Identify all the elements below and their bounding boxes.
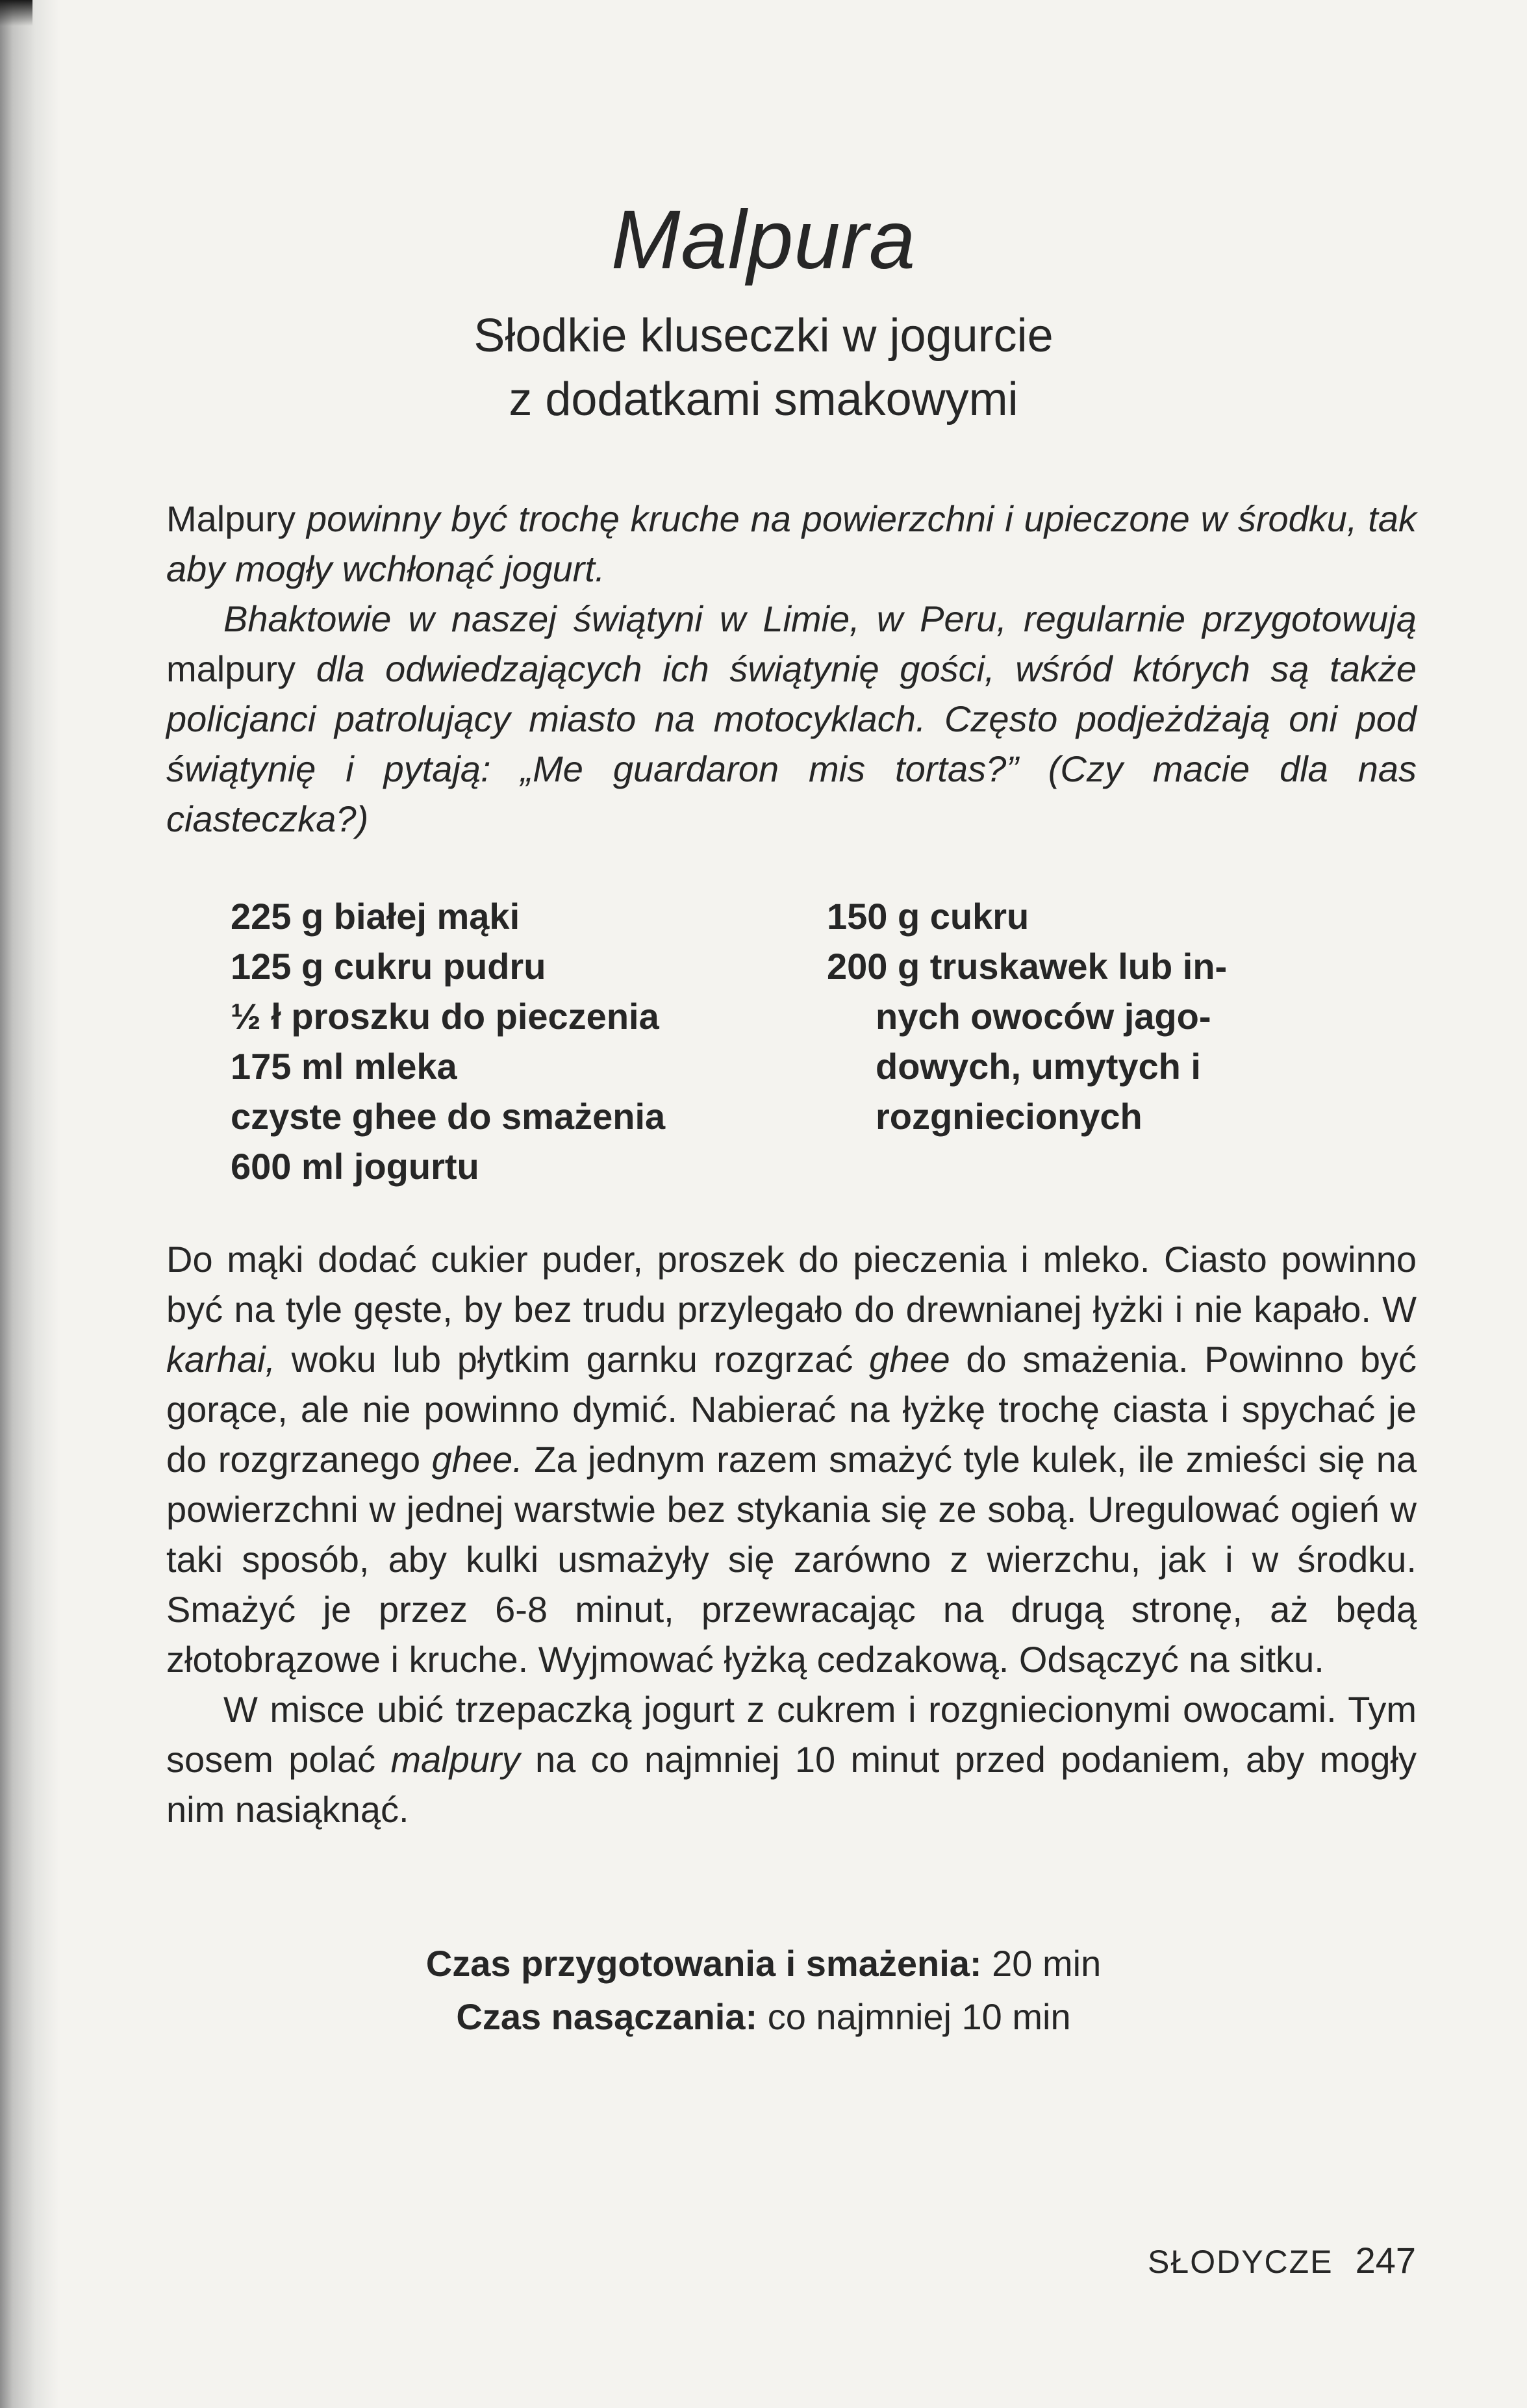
intro-text-1: powinny być trochę kruche na powierzchni i upieczone w środku, tak aby mogły wchłonąć jogurt. [166, 498, 1417, 589]
intro-word-malpury: Malpury [166, 498, 296, 539]
method-text: woku lub płytkim garnku rozgrzać [275, 1339, 870, 1380]
method-term-karhai: karhai, [166, 1339, 276, 1380]
method-paragraph-1 [166, 1234, 1417, 1684]
intro-paragraph-1 [166, 494, 1417, 594]
intro-text-2a: Bhaktowie w naszej świątyni w Limie, w Peru, regularnie przygotowują [223, 598, 1417, 639]
method-text: Za jednym razem smażyć tyle kulek, ile zmieści się na powierzchni w jednej warstwie bez stykania się ze sobą. Uregulować ogień w taki sposób, aby kulki usmażyły się zarówno z wierzchu, jak i w środku. Smażyć je przez 6-8 minut, przewracając na drugą stronę, aż będą złotobrązowe i kruche. Wyjmować łyżką cedzakową. Odsączyć na sitku. [166, 1439, 1417, 1680]
prep-time [0, 1937, 1527, 1990]
intro-text-2c: dla odwiedzających ich świątynię gości, wśród których są także policjanci patrolujący miasto na motocyklach. Często podjeżdżają oni pod świątynię i pytają: „Me guardaron mis tortas?” (Czy macie dla nas ciasteczka?) [166, 648, 1417, 839]
recipe-times [0, 1937, 1527, 2044]
section-name: SŁODYCZE [1148, 2244, 1333, 2280]
method-term-ghee: ghee. [431, 1439, 523, 1480]
intro-word-malpury-2: malpury [166, 648, 296, 689]
ingredient-item: czyste ghee do smażenia [231, 1096, 666, 1137]
ingredient-item: 225 g białej mąki [231, 896, 520, 937]
ingredient-item-continuation: nych owoców jago- [876, 996, 1211, 1037]
ingredient-item: ½ ł proszku do pieczenia [231, 996, 659, 1037]
page-number: 247 [1355, 2240, 1416, 2281]
intro-paragraph-2 [166, 594, 1417, 844]
ingredients-list-right [827, 891, 1320, 1141]
method-paragraph-2 [166, 1684, 1417, 1834]
scan-corner-shadow [0, 0, 32, 26]
recipe-subtitle [0, 304, 1527, 431]
method-text: do smażenia. Powinno być gorące, ale nie powinno dymić. Nabierać na łyżkę trochę ciasta i spychać je do rozgrzanego [166, 1339, 1417, 1480]
ingredient-item-continuation: rozgniecionych [876, 1096, 1142, 1137]
method-text: Do mąki dodać cukier puder, proszek do pieczenia i mleko. Ciasto powinno być na tyle gęste, by bez trudu przylegało do drewnianej łyżki i nie kapało. W [166, 1239, 1417, 1330]
page-footer [1117, 2235, 1416, 2288]
soak-time-value: co najmniej 10 min [767, 1996, 1071, 2037]
subtitle-line-1: Słodkie kluseczki w jogurcie [473, 310, 1054, 362]
recipe-method [166, 1234, 1417, 1834]
method-term-malpury: malpury [390, 1739, 520, 1780]
recipe-intro [166, 494, 1417, 844]
subtitle-line-2: z dodatkami smakowymi [509, 374, 1018, 425]
ingredient-item: 125 g cukru pudru [231, 946, 546, 987]
prep-time-label: Czas przygotowania i smażenia: [425, 1943, 982, 1984]
ingredients-list-left [231, 891, 665, 1191]
method-term-ghee: ghee [869, 1339, 950, 1380]
prep-time-value: 20 min [992, 1943, 1102, 1984]
method-text: W misce ubić trzepaczką jogurt z cukrem i rozgniecionymi owocami. Tym sosem polać [166, 1689, 1417, 1780]
soak-time-label: Czas nasączania: [456, 1996, 758, 2037]
ingredient-item: 150 g cukru [827, 896, 1029, 937]
recipe-title: Malpura [611, 194, 916, 286]
ingredient-item: 600 ml jogurtu [231, 1146, 479, 1187]
ingredient-item: 200 g truskawek lub in- [827, 946, 1228, 987]
method-text: na co najmniej 10 minut przed podaniem, aby mogły nim nasiąknąć. [166, 1739, 1417, 1830]
ingredient-item: 175 ml mleka [231, 1046, 457, 1087]
soak-time [0, 1990, 1527, 2044]
ingredient-item-continuation: dowych, umytych i [876, 1046, 1201, 1087]
